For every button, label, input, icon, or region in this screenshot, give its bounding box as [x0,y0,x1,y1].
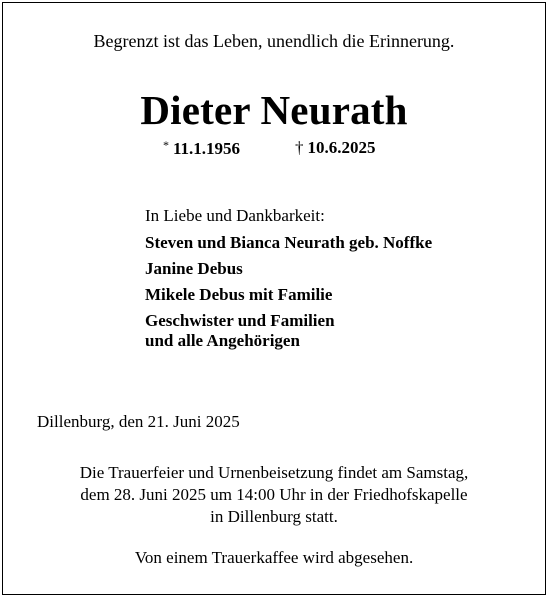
mourner-item: Mikele Debus mit Familie [145,285,333,304]
obituary-notice [2,2,546,595]
ceremony-line: Die Trauerfeier und Urnenbeisetzung findet am Samstag, [79,463,469,482]
birth-star-icon: * [163,138,169,152]
death-cross-icon: † [295,138,304,157]
mourners-list [145,233,432,357]
death-date: 10.6.2025 [307,138,376,157]
mourner-item: Steven und Bianca Neurath geb. Noffke [145,233,433,252]
birth-date: 11.1.1956 [173,139,241,158]
mourners-intro: In Liebe und Dankbarkeit: [145,206,325,225]
deceased-name: Dieter Neurath [140,87,408,133]
death-date-line [295,138,376,158]
birth-date-line [163,138,240,159]
ceremony-line: dem 28. Juni 2025 um 14:00 Uhr in der Friedhofskapelle [80,485,468,504]
ceremony-line: in Dillenburg statt. [210,507,338,526]
mourner-item: und alle Angehörigen [145,331,300,350]
ceremony-info [3,462,545,528]
mourner-item: Geschwister und Familien [145,311,335,330]
mourner-item: Janine Debus [145,259,243,278]
place-and-date: Dillenburg, den 21. Juni 2025 [37,412,240,431]
motto-text: Begrenzt ist das Leben, unendlich die Erinnerung. [93,31,455,51]
coffee-note: Von einem Trauerkaffee wird abgesehen. [134,548,414,567]
